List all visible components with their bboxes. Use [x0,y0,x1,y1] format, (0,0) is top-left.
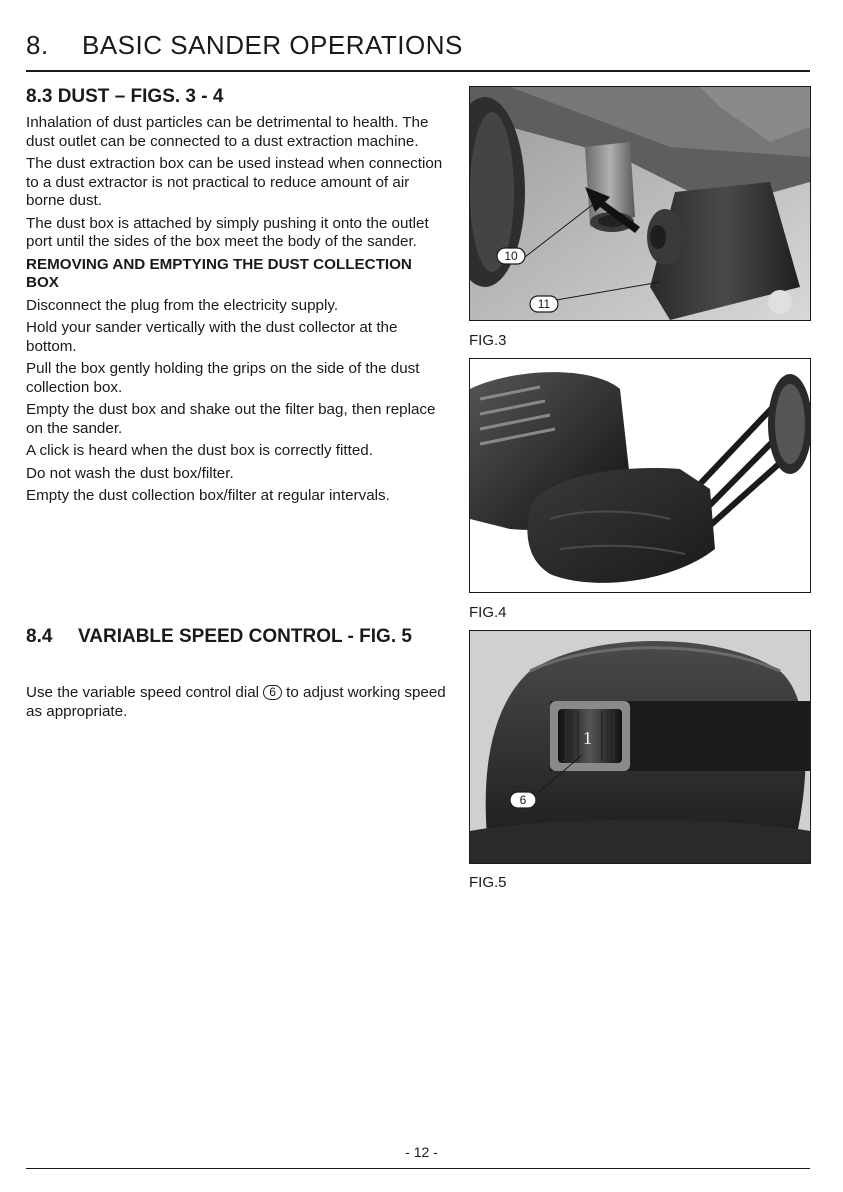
figure-4-photo [469,358,811,593]
step: Disconnect the plug from the electricity supply. [26,296,339,314]
step: Hold your sander vertically with the dust collector at the bottom. [26,319,398,355]
figure-5-photo [469,630,811,864]
paragraph-8-4 [26,684,446,721]
section-number: 8. [26,30,49,60]
page-number: - 12 - [405,1144,438,1160]
figure-4-caption: FIG.4 [469,604,507,621]
paragraph: The dust extraction box can be used instead when connection to a dust extractor is not practical to reduce amount of air borne dust. [26,155,443,209]
step: Do not wash the dust box/filter. [26,464,234,482]
section-title: BASIC SANDER OPERATIONS [82,30,463,60]
heading-8-4-title: VARIABLE SPEED CONTROL - FIG. 5 [78,626,412,647]
figure-3-photo [469,86,811,321]
heading-8-3: 8.3 DUST – FIGS. 3 - 4 [26,86,224,107]
callout-6: 6 [263,685,282,700]
subheading-removing-dust-box: REMOVING AND EMPTYING THE DUST COLLECTION BOX [26,255,412,291]
footer-divider [26,1168,810,1169]
step: Empty the dust box and shake out the filter bag, then replace on the sander. [26,401,436,437]
paragraph: Inhalation of dust particles can be detrimental to health. The dust outlet can be connected to a dust extraction machine. [26,114,429,150]
callout-11: 11 [537,297,551,311]
paragraph: The dust box is attached by simply pushing it onto the outlet port until the sides of the box meet the body of the sander. [26,214,429,250]
step: Pull the box gently holding the grips on the side of the dust collection box. [26,360,420,396]
text-after: to adjust working speed as appropriate. [26,684,446,720]
callout-10: 10 [504,249,518,263]
step: Empty the dust collection box/filter at regular intervals. [26,487,390,504]
figure-3-caption: FIG.3 [469,332,507,349]
section-8-3 [26,84,446,510]
section-header [26,30,810,72]
figure-5-caption: FIG.5 [469,874,507,891]
dial-label: 1 [583,728,592,748]
callout-6-fig: 6 [519,793,527,807]
heading-8-4-number: 8.4 [26,626,53,647]
step: A click is heard when the dust box is correctly fitted. [26,442,373,459]
text-before: Use the variable speed control dial [26,684,260,701]
